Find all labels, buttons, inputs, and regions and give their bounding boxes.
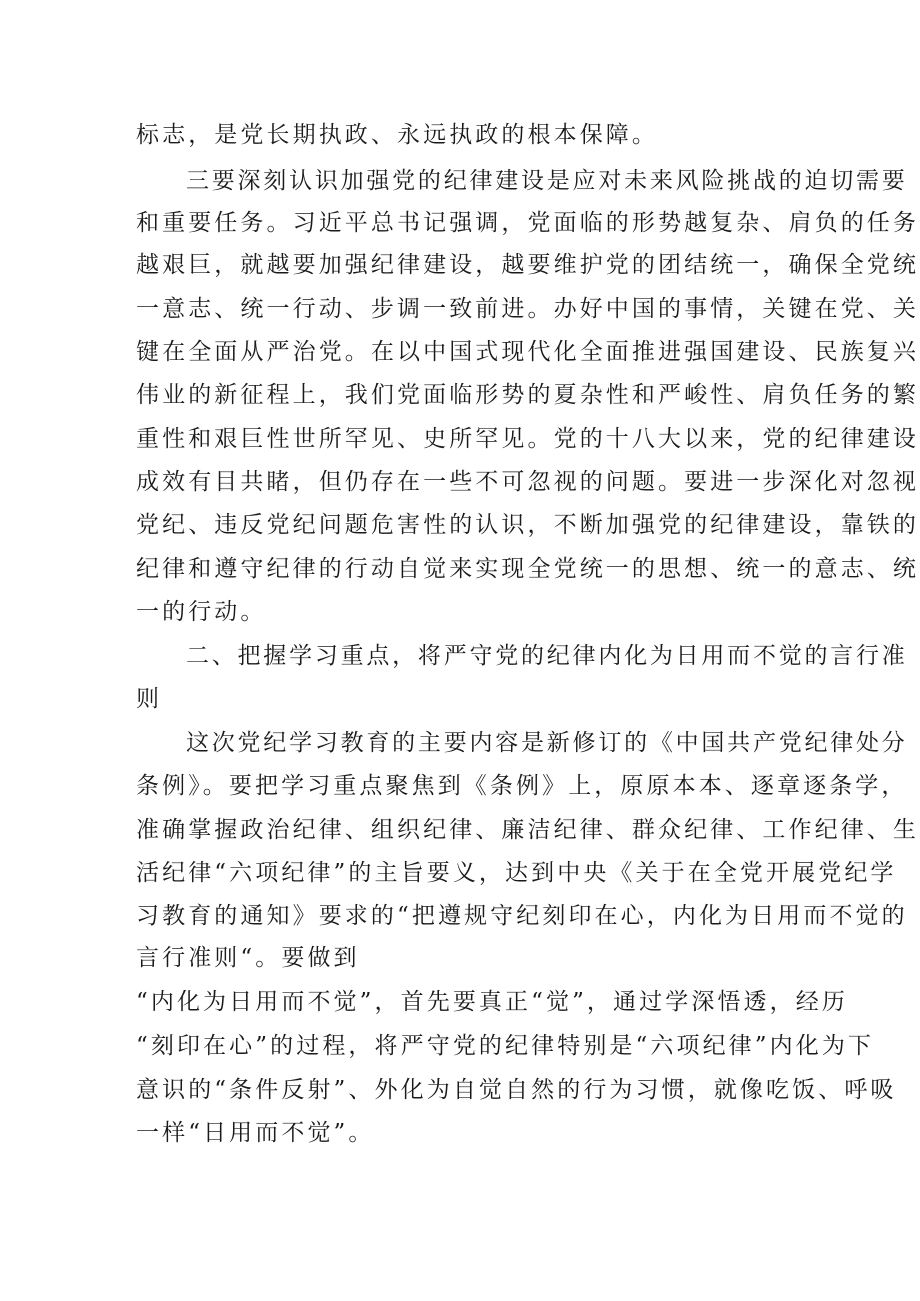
section-heading: 二、把握学习重点，将严守党的纪律内化为日用而不觉的言行准	[186, 643, 908, 669]
text-line: 一意志、统一行动、步调一致前进。办好中国的事情，关键在党、关	[136, 296, 919, 322]
text-line: “内化为日用而不觉”，首先要真正“觉”，通过学深悟透，经历	[136, 989, 848, 1015]
text-line: 活纪律“六项纪律”的主旨要义，达到中央《关于在全党开展党纪学	[136, 860, 897, 886]
text-line: 纪律和遵守纪律的行动自觉来实现全党统一的思想、统一的意志、统	[136, 556, 919, 582]
text-line: 一样“日用而不觉”。	[136, 1120, 375, 1146]
text-line: 伟业的新征程上，我们党面临形势的夏杂性和严峻性、肩负任务的繁	[136, 382, 919, 408]
text-line: 标志，是党长期执政、永远执政的根本保障。	[136, 122, 658, 148]
text-line: 意识的“条件反射”、外化为自觉自然的行为习惯，就像吃饭、呼吸	[136, 1077, 897, 1103]
text-line: 言行准则“。要做到	[136, 945, 360, 971]
text-line: 条例》。要把学习重点聚焦到《条例》上，原原本本、逐章逐条学，	[136, 773, 908, 799]
text-line: 键在全面从严治党。在以中国式现代化全面推进强国建设、民族复兴	[136, 339, 919, 365]
text-line: 三要深刻认识加强党的纪律建设是应对未来风险挑战的迫切需要	[186, 168, 908, 194]
text-line: 一的行动。	[136, 599, 267, 625]
text-line: 准确掌握政治纪律、组织纪律、廉洁纪律、群众纪律、工作纪律、生	[136, 817, 919, 843]
text-line: 党纪、违反党纪问题危害性的认识，不断加强党的纪律建设，靠铁的	[136, 512, 919, 538]
text-line: 习教育的通知》要求的“把遵规守纪刻印在心，内化为日用而不觉的	[136, 903, 908, 929]
text-line: 和重要任务。习近平总书记强调，党面临的形势越复杂、肩负的任务	[136, 210, 919, 236]
text-line: 重性和艰巨性世所罕见、史所罕见。党的十八大以来，党的纪律建设	[136, 426, 919, 452]
text-line: “刻印在心”的过程，将严守党的纪律特别是“六项纪律”内化为下	[136, 1033, 875, 1059]
text-line: 这次党纪学习教育的主要内容是新修订的《中国共产党纪律处分	[186, 730, 908, 756]
section-heading: 则	[136, 686, 163, 712]
text-line: 成效有目共睹，但仍存在一些不可忽视的问题。要进一步深化对忽视	[136, 469, 919, 495]
text-line: 越艰巨，就越要加强纪律建设，越要维护党的团结统一，确保全党统	[136, 252, 919, 278]
